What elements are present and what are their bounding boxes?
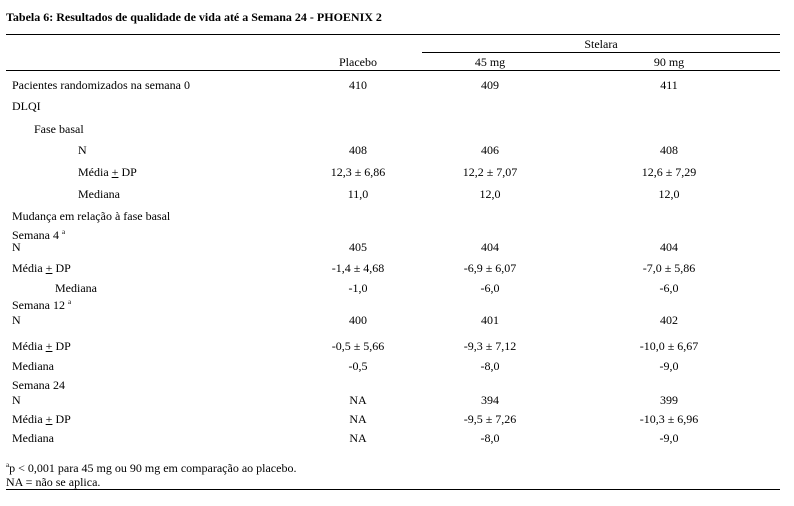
cell-placebo: 400 <box>349 313 367 327</box>
cell-45mg: -8,0 <box>480 431 500 445</box>
row-label-text: Semana 12 <box>12 298 65 312</box>
cell-placebo: NA <box>349 412 367 426</box>
row-label-text: Mediana <box>12 359 54 373</box>
cell-placebo: 410 <box>349 78 367 92</box>
row-label-text: N <box>12 393 21 407</box>
cell-90mg: -9,0 <box>659 359 679 373</box>
cell-placebo: NA <box>349 393 367 407</box>
row-label <box>55 281 97 295</box>
row-label-text: Média <box>12 339 46 353</box>
plus-minus-mark: + <box>45 261 53 275</box>
footnote-marker: a <box>62 228 66 236</box>
cell-90mg: 404 <box>660 240 678 254</box>
row-label-text: Mudança em relação à fase basal <box>12 209 171 223</box>
footnote-a <box>6 461 296 475</box>
cell-45mg: 406 <box>481 143 499 157</box>
cell-placebo: -1,4 ± 4,68 <box>331 261 385 275</box>
row-label-text: Semana 4 <box>12 228 59 242</box>
row-label <box>12 298 71 312</box>
footnote-a-text: p < 0,001 para 45 mg ou 90 mg em comparação ao placebo. <box>9 461 297 475</box>
cell-placebo: NA <box>349 431 367 445</box>
row-label <box>12 339 71 353</box>
row-label-text: Média <box>12 412 46 426</box>
row-label-text: Pacientes randomizados na semana 0 <box>12 78 190 92</box>
cell-90mg: -9,0 <box>659 431 679 445</box>
row-label <box>12 378 65 392</box>
header-placebo: Placebo <box>339 55 377 69</box>
cell-45mg: -9,5 ± 7,26 <box>463 412 517 426</box>
cell-90mg: -6,0 <box>659 281 679 295</box>
cell-placebo: 408 <box>349 143 367 157</box>
cell-90mg: 408 <box>660 143 678 157</box>
row-label <box>12 313 21 327</box>
header-rule <box>6 70 780 71</box>
row-label <box>12 412 71 426</box>
cell-placebo: 11,0 <box>347 187 369 201</box>
header-90mg: 90 mg <box>653 55 685 69</box>
row-label-suffix: DP <box>52 412 71 426</box>
row-label-text: Mediana <box>55 281 97 295</box>
cell-placebo: -0,5 ± 5,66 <box>331 339 385 353</box>
cell-45mg: 12,2 ± 7,07 <box>462 165 518 179</box>
row-label <box>12 209 170 223</box>
footnote-a-marker: a <box>6 461 10 469</box>
cell-90mg: 12,6 ± 7,29 <box>641 165 697 179</box>
row-label <box>34 122 84 136</box>
row-label <box>12 240 21 254</box>
table-title: Tabela 6: Resultados de qualidade de vida até a Semana 24 - PHOENIX 2 <box>6 10 382 24</box>
row-label-text: Semana 24 <box>12 378 65 392</box>
row-label-suffix: DP <box>118 165 137 179</box>
row-label <box>12 359 54 373</box>
row-label-text: N <box>12 240 21 254</box>
cell-45mg: -6,9 ± 6,07 <box>463 261 517 275</box>
cell-45mg: -6,0 <box>480 281 500 295</box>
row-label <box>78 165 137 179</box>
row-label-text: Mediana <box>78 187 120 201</box>
cell-placebo: -1,0 <box>348 281 368 295</box>
cell-90mg: -7,0 ± 5,86 <box>642 261 696 275</box>
cell-90mg: 411 <box>660 78 678 92</box>
bottom-rule <box>6 489 780 490</box>
cell-90mg: 402 <box>660 313 678 327</box>
header-group-stelara: Stelara <box>584 37 618 51</box>
row-label <box>78 187 120 201</box>
row-label <box>12 78 190 92</box>
cell-90mg: -10,3 ± 6,96 <box>639 412 699 426</box>
row-label <box>12 99 41 113</box>
plus-minus-mark: + <box>45 412 53 426</box>
cell-45mg: 12,0 <box>479 187 501 201</box>
top-rule <box>6 34 780 35</box>
row-label-text: Média <box>78 165 112 179</box>
row-label <box>78 143 87 157</box>
cell-45mg: 409 <box>481 78 499 92</box>
cell-90mg: 12,0 <box>658 187 680 201</box>
row-label-text: Mediana <box>12 431 54 445</box>
cell-placebo: 405 <box>349 240 367 254</box>
row-label <box>12 261 71 275</box>
plus-minus-mark: + <box>111 165 119 179</box>
row-label-text: DLQI <box>12 99 41 113</box>
row-label-text: Média <box>12 261 46 275</box>
row-label-suffix: DP <box>52 339 71 353</box>
row-label <box>12 431 54 445</box>
row-label-text: N <box>12 313 21 327</box>
row-label-text: N <box>78 143 87 157</box>
row-label-suffix: DP <box>52 261 71 275</box>
cell-90mg: -10,0 ± 6,67 <box>639 339 699 353</box>
cell-placebo: -0,5 <box>348 359 368 373</box>
cell-45mg: -8,0 <box>480 359 500 373</box>
footnote-marker: a <box>68 298 72 306</box>
group-rule <box>422 52 780 53</box>
plus-minus-mark: + <box>45 339 53 353</box>
footnote-na: NA = não se aplica. <box>6 475 101 489</box>
cell-45mg: 404 <box>481 240 499 254</box>
header-45mg: 45 mg <box>474 55 506 69</box>
cell-90mg: 399 <box>660 393 678 407</box>
cell-placebo: 12,3 ± 6,86 <box>330 165 386 179</box>
row-label-text: Fase basal <box>34 122 84 136</box>
cell-45mg: -9,3 ± 7,12 <box>463 339 517 353</box>
cell-45mg: 401 <box>481 313 499 327</box>
row-label <box>12 393 21 407</box>
cell-45mg: 394 <box>481 393 499 407</box>
